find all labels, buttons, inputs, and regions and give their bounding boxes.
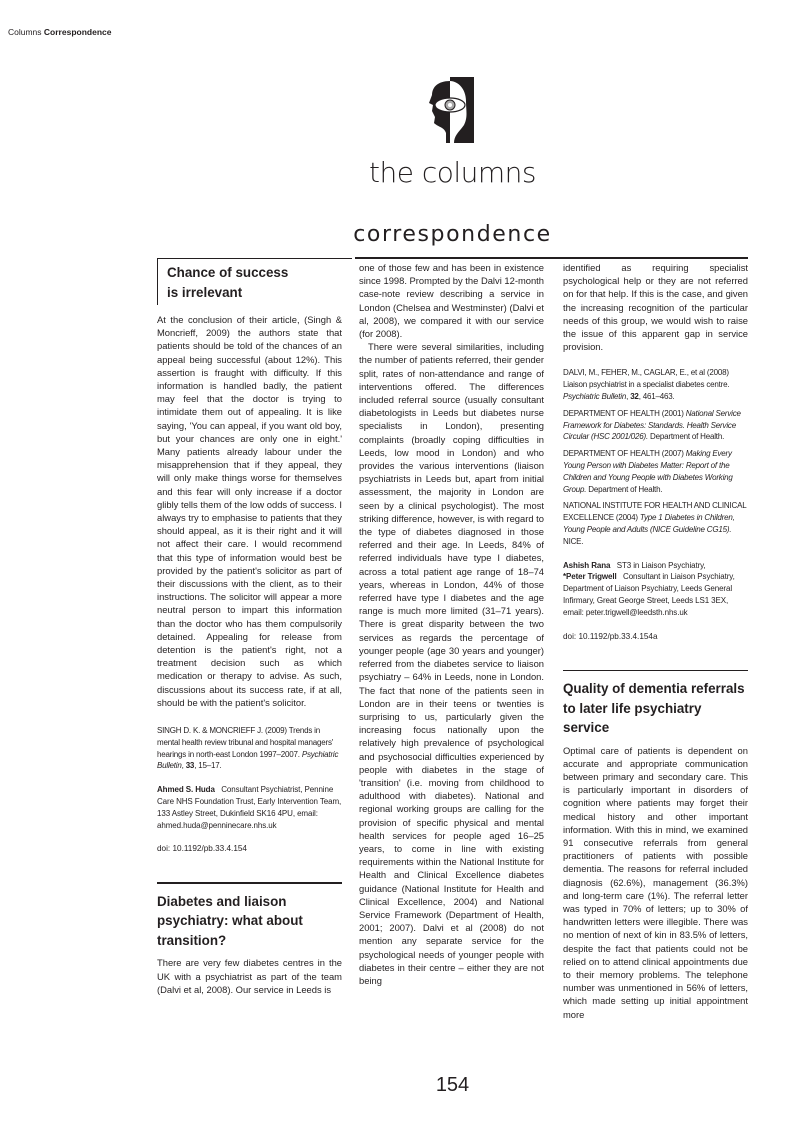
- reference: DEPARTMENT OF HEALTH (2001) National Service Framework for Diabetes: Standards. Health Service Circular (HSC 2001/026). Department of Health.: [563, 408, 741, 442]
- article-paragraph: At the conclusion of their article, (Singh & Moncrieff, 2009) the authors state that patients should be told of the chances of an appeal being successful (about 12%). This assertion is fraught with difficulty. If this information is handled badly, the patient may feel that the doctor is trying to intimidate them out of appealing. It is like saying, 'You can appeal, if you want old boy, but your chances are only one in eight.' Many patients already labour under the misapprehension that if they appeal, they will only make things worse for themselves and this fear will only increase if a doctor glibly tells them of the low odds of success. I always try to emphasise to patients that they should appeal, as it is their right and it will not affect their care. I would recommend that this type of information would best be provided by the patient's solicitor as part of their discussions with the client, as to their instructions. The solicitor will appear a more neutral person to impart this information than the doctor who has them compulsorily detained. Appealing for release from detention is the patient's right, not a treatment decision such as which medication or therapy to advise. As such, discussions about its success rate, if at all, should be with the patient's solicitor.: [157, 314, 342, 708]
- article-heading-box: [157, 258, 352, 305]
- reference: DALVI, M., FEHER, M., CAGLAR, E., et al (2008) Liaison psychiatrist in a specialist diabetes centre. Psychiatric Bulletin, 32, 461–463.: [563, 368, 730, 402]
- article-paragraph: identified as requiring specialist psychological help or they are not referred on for that help. If this is the case, and given the increasing recognition of the particular needs of this group, we would wish to raise the issue of this apparent gap in service provision.: [563, 262, 748, 353]
- reference: SINGH D. K. & MONCRIEFF J. (2009) Trends in mental health review tribunal and hospital managers' hearings in north-east London 1997–2007. Psychiatric Bulletin, 33, 15–17.: [157, 726, 339, 771]
- article-heading: Diabetes and liaison psychiatry: what about transition?: [157, 893, 303, 948]
- article-heading: Quality of dementia referrals to later life psychiatry service: [563, 681, 745, 736]
- doi[interactable]: doi: 10.1192/pb.33.4.154a: [563, 631, 658, 641]
- column-1: [157, 258, 342, 996]
- author-info: [563, 560, 748, 619]
- running-head-subsection: Correspondence: [43, 27, 112, 37]
- columns: [0, 258, 800, 1068]
- author-affiliation: Consultant Psychiatrist, Pennine Care NHS Foundation Trust, Early Intervention Team, 133 Astley Street, Dukinfield SK16 4PU, email: ahmed.huda@penninecare.nhs.uk: [157, 785, 342, 830]
- author-info: [157, 784, 342, 831]
- article-divider: [563, 670, 748, 672]
- section-title: correspondence: [353, 222, 552, 247]
- masthead-title: the columns: [368, 156, 536, 189]
- page-number: 154: [435, 1074, 470, 1096]
- author-name: Ashish Rana: [563, 560, 611, 570]
- column-3: [563, 258, 748, 1021]
- column-2: [359, 258, 544, 987]
- reference-list: [563, 367, 748, 547]
- running-head-section: Columns: [8, 27, 42, 37]
- author-affiliation: ST3 in Liaison Psychiatry,: [616, 560, 706, 570]
- author-name: Ahmed S. Huda: [157, 785, 215, 795]
- article-divider: [157, 882, 342, 884]
- reference: NATIONAL INSTITUTE FOR HEALTH AND CLINICAL EXCELLENCE (2004) Type 1 Diabetes in Children, Young People and Adults (NICE Guideline CG15). NICE.: [563, 501, 747, 546]
- doi[interactable]: doi: 10.1192/pb.33.4.154: [157, 844, 247, 854]
- article-paragraph: one of those few and has been in existence since 1998. Prompted by the Dalvi 12-month case-note review describing a service in London (Chelsea and Westminster) (Dalvi et al, 2008), we compared it with our service (for 2008).: [359, 262, 544, 340]
- article-paragraph: Optimal care of patients is dependent on accurate and appropriate communication between primary and secondary care. This is particularly important in disorders of cognition where patients may forget their medical history and other important information. With this in mind, we examined 91 consecutive referrals from general practitioners of patients with possible dementia. The reasons for referral included diagnosis (62.6%), management (36.3%) and long-term care (1%). The referral letter was typed in 70% of letters; up to 30% of handwritten letters were illegible. There was no mention of next of kin in 83.5% of letters, despite the fact that patients could not be relied on to attend clinical appointments due to their memory problems. The telephone number was unmentioned in 56% of letters, which made setting up initial appointment more: [563, 744, 748, 1020]
- article-paragraph: There are very few diabetes centres in the UK with a psychiatrist as part of the team (Dalvi et al, 2008). Our service in Leeds is: [157, 957, 342, 995]
- article-heading: Chance of success is irrelevant: [167, 265, 289, 300]
- reference: DEPARTMENT OF HEALTH (2007) Making Every Young Person with Diabetes Matter: Report of the Children and Young People with Diabetes Working Group. Department of Health.: [563, 449, 733, 494]
- article-paragraph: There were several similarities, including the number of patients referred, their gender split, rates of non-attendance and range of interventions offered. The differences included referral source (usually consultant diabetologists in Leeds but diabetes nurse specialists in London), presenting complaints (broadly coping difficulties in Leeds, low mood in London) and who provides the various interventions (liaison psychiatrists in Leeds but, apart from initial assessment, the majority in London are seen by a clinical psychologist). The most striking difference, however, is with regard to the type of diabetes diagnosed in those referred and their age. In Leeds, 84% of referred individuals have type I diabetes, across a total patient age range of 18–74 years, whereas in London, 44% of those referred have type I diabetes and the age range is much more limited (31–71 years). There is great disparity between the two services as regards the percentage of younger people (age 30 years and younger) referred from the diabetes service to liaison psychiatry – 64% in Leeds, none in London. The fact that none of the patients seen in London are in their teens or twenties is surprising to us, particularly given the increasing focus nationally upon the relatively high prevalence of psychological and psychosocial difficulties experienced by people with diabetes in the stage of 'transition' (i.e. moving from childhood to adulthood with diabetes). National and regional working groups are calling for the provision of specific physical and mental health services for people aged 16–25 years, to come in line with existing requirements within the National Institute for Health and Clinical Excellence diabetes guidance (National Institute for Health and Clinical Excellence, 2004) and National Service Framework (Department of Health, 2001; 2007). Dalvi et al (2008) do not mention any separate service for the psychological needs of younger people with diabetes in their centre – either they are not being: [359, 341, 544, 986]
- author-name: *Peter Trigwell: [563, 572, 617, 582]
- author-affiliation: Consultant in Liaison Psychiatry, Department of Liaison Psychiatry, Leeds General Infirmary, Great George Street, Leeds LS1 3EX, email: peter.trigwell@leedsth.nhs.uk: [563, 572, 735, 617]
